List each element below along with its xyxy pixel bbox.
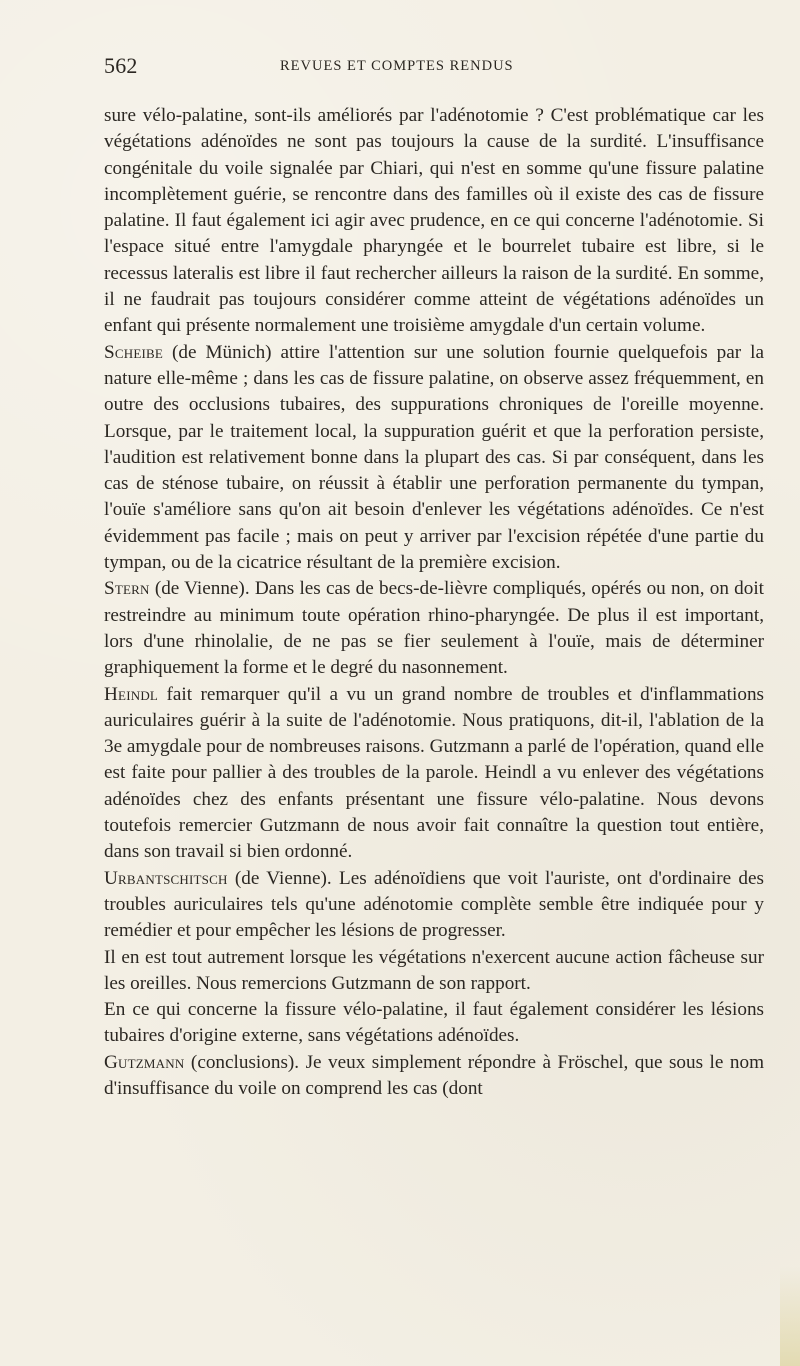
paragraph-2-text: (de Münich) attire l'attention sur une solution fournie quelquefois par la nature elle-même ; dans les cas de fissure palatine, on observe assez fréquemment, en outre des occlusions tubaires, des suppurations chroniques de l'oreille moyenne. Lorsque, par le traitement local, la suppuration guérit et que la perforation persiste, l'audition est relativement bonne dans la plupart des cas. Si par conséquent, dans les cas de sténose tubaire, on réussit à établir une perforation permanente du tympan, l'ouïe s'améliore sans qu'on ait besoin d'enlever les végétations adénoïdes. Ce n'est évidemment pas facile ; mais on peut y arriver par l'excision répétée d'une partie du tympan, ou de la cicatrice résultant de la première excision. xyxy=(104,341,764,574)
paragraph-6-text: Il en est tout autrement lorsque les végétations n'exercent aucune action fâcheuse sur les oreilles. Nous remercions Gutzmann de son rapport. xyxy=(104,946,764,994)
speaker-scheibe: Scheibe xyxy=(104,341,164,363)
speaker-urbantschitsch: Urbantschitsch xyxy=(104,867,228,889)
paragraph-5 xyxy=(104,866,764,945)
paper-stain xyxy=(780,1266,800,1366)
paragraph-5-text: (de Vienne). Les adénoïdiens que voit l'auriste, ont d'ordinaire des troubles auriculaires tels qu'une adénotomie complète semble être indiquée pour y remédier et pour empêcher les lésions de progresser. xyxy=(104,867,764,942)
speaker-stern: Stern xyxy=(104,578,150,600)
paragraph-8 xyxy=(104,1050,764,1103)
paragraph-3 xyxy=(104,576,764,681)
paragraph-2 xyxy=(104,340,764,577)
paragraph-7 xyxy=(104,997,764,1050)
paragraph-8-text: (conclusions). Je veux simplement répondre à Fröschel, que sous le nom d'insuffisance du voile on comprend les cas (dont xyxy=(104,1051,764,1099)
paragraph-4 xyxy=(104,682,764,866)
paragraph-7-text: En ce qui concerne la fissure vélo-palatine, il faut également considérer les lésions tubaires d'origine externe, sans végétations adénoïdes. xyxy=(104,999,764,1047)
paragraph-6 xyxy=(104,945,764,998)
page-header xyxy=(104,54,748,80)
speaker-gutzmann: Gutzmann xyxy=(104,1051,185,1073)
paragraph-3-text: (de Vienne). Dans les cas de becs-de-lièvre compliqués, opérés ou non, on doit restreindre au minimum toute opération rhino-pharyngée. De plus il est important, lors d'une rhinolalie, de ne pas se fier seulement à l'ouïe, mais de déterminer graphiquement la forme et le degré du nasonnement. xyxy=(104,578,764,679)
paragraph-1-text: sure vélo-palatine, sont-ils améliorés par l'adénotomie ? C'est problématique car les végétations adénoïdes ne sont pas toujours la cause de la surdité. L'insuffisance congénitale du voile signalée par Chiari, qui n'est en somme qu'une fissure palatine incomplètement guérie, se rencontre dans des familles où il existe des cas de fissure palatine. Il faut également ici agir avec prudence, en ce qui concerne l'adénotomie. Si l'espace situé entre l'amygdale pharyngée et le bourrelet tubaire est libre, si le recessus lateralis est libre il faut rechercher ailleurs la raison de la surdité. En somme, il ne faudrait pas toujours considérer comme atteint de végétations adénoïdes un enfant qui présente normalement une troisième amygdale d'un certain volume. xyxy=(104,105,764,337)
page-number: 562 xyxy=(104,53,138,78)
paragraph-1 xyxy=(104,103,764,340)
speaker-heindl: Heindl xyxy=(104,683,159,705)
paragraph-4-text: fait remarquer qu'il a vu un grand nombre de troubles et d'inflammations auriculaires guérir à la suite de l'adénotomie. Nous pratiquons, dit-il, l'ablation de la 3e amygdale pour de nombreuses raisons. Gutzmann a parlé de l'opération, quand elle est faite pour pallier à des troubles de la parole. Heindl a vu enlever des végétations adénoïdes chez des enfants présentant une fissure vélo-palatine. Nous devons toutefois remercier Gutzmann de nous avoir fait connaître la question tout entière, dans son travail si bien ordonné. xyxy=(104,683,764,863)
body-text xyxy=(104,103,764,1102)
running-title: REVUES ET COMPTES RENDUS xyxy=(280,58,514,74)
